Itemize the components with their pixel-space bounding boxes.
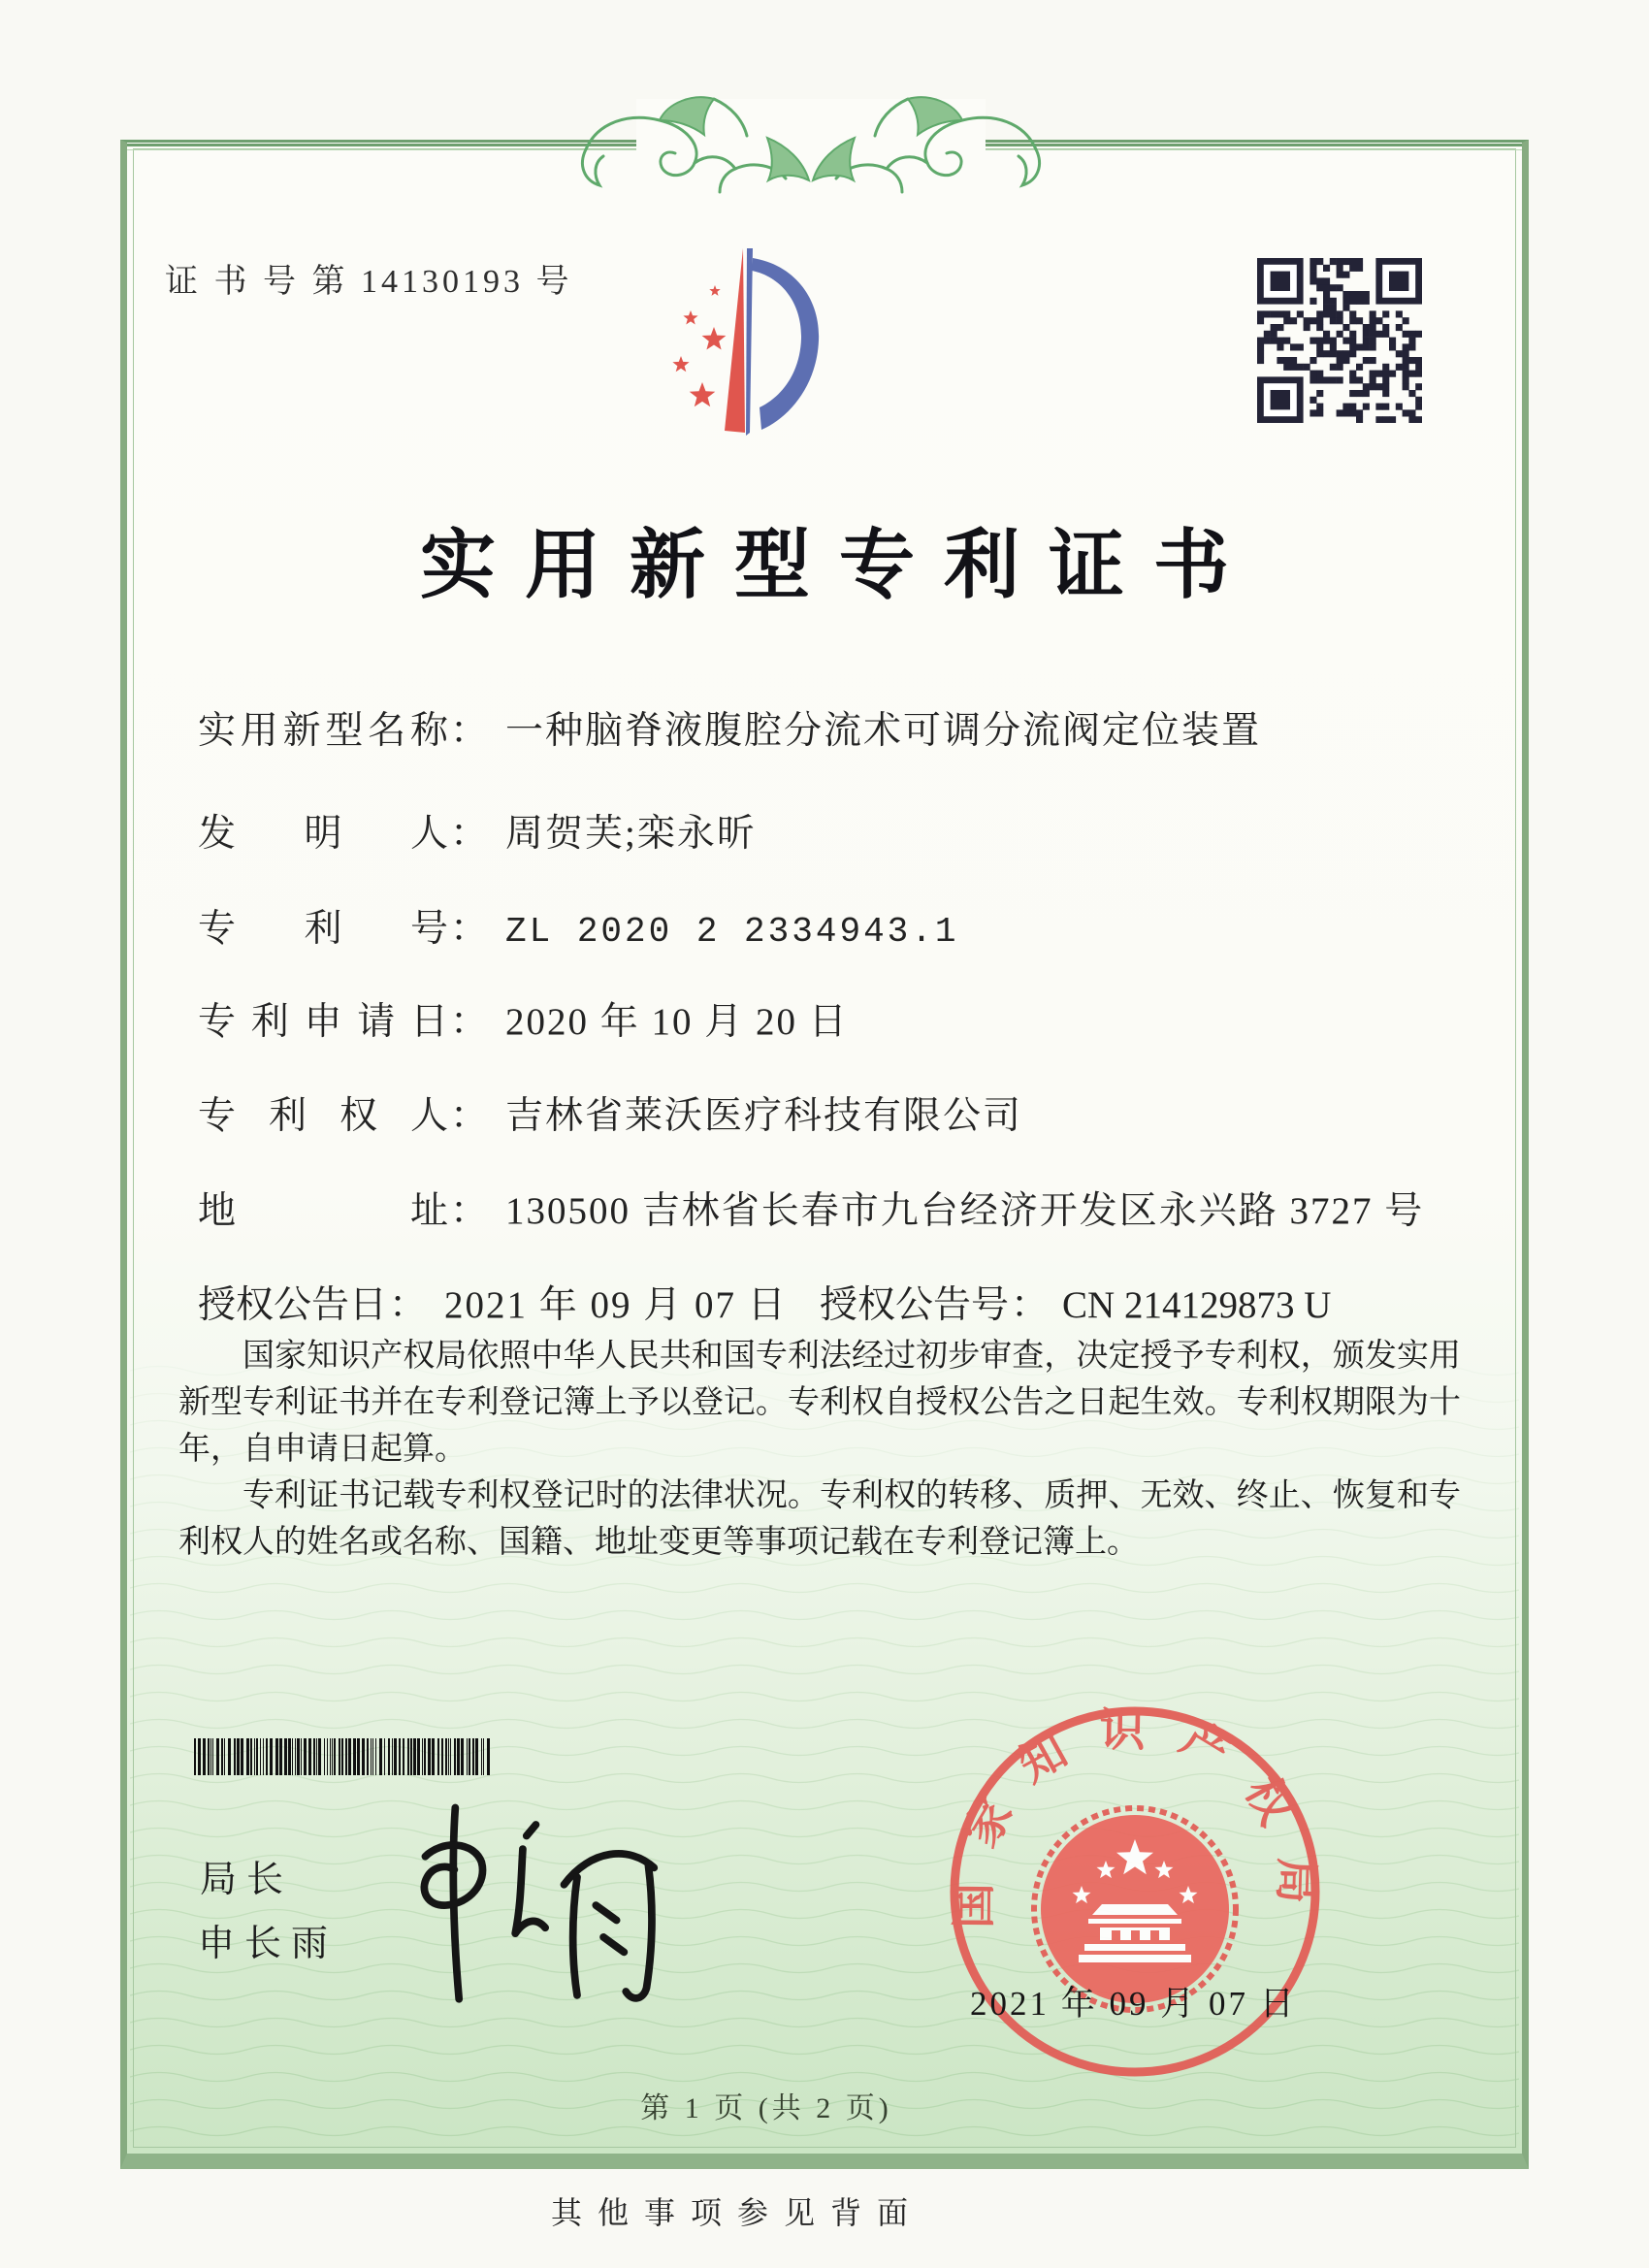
seal-text: 国家知识产权局 (949, 1705, 1322, 1935)
field-colon: ： (450, 1190, 489, 1232)
commissioner-name: 申长雨 (198, 1924, 339, 1964)
field-row-patentee (198, 1085, 1022, 1140)
paragraph-grant-statement: 国家知识产权局依照中华人民共和国专利法经过初步审查，决定授予专利权，颁发实用新型专利证书并在专利登记簿上予以登记。专利权自授权公告之日起生效。专利权期限为十年，自申请日起算。 (178, 1339, 1461, 1467)
field-row-patent-number (198, 898, 958, 953)
field-value: ZL 2020 2 2334943.1 (505, 912, 959, 952)
field-row-grant-announcement-number (820, 1275, 1331, 1329)
field-label: 发明人 (198, 813, 448, 855)
field-label: 实用新型名称 (198, 710, 448, 752)
field-row-filing-date (198, 991, 849, 1046)
field-colon: ： (450, 710, 489, 752)
field-colon: ： (450, 1001, 489, 1043)
qr-code (1257, 258, 1422, 423)
seal-date: 2021 年 09 月 07 日 (970, 1985, 1297, 2023)
field-label: 授权公告日 (198, 1284, 388, 1326)
commissioner-title: 局长 (200, 1860, 294, 1900)
field-label: 专利号 (198, 908, 448, 950)
field-label: 专利申请日 (198, 1001, 448, 1043)
field-colon: ： (450, 1095, 489, 1137)
field-row-address (198, 1181, 1424, 1235)
field-label: 专利权人 (198, 1095, 448, 1137)
barcode (194, 1738, 491, 1775)
back-note: 其他事项参见背面 (550, 2195, 923, 2230)
field-row-inventors (198, 803, 757, 858)
field-label: 地址 (198, 1190, 448, 1232)
field-row-utility-model-name (198, 700, 1261, 755)
certificate-title: 实用新型专利证书 (419, 523, 1258, 607)
field-colon: ： (450, 813, 489, 855)
paragraph-register-statement: 专利证书记载专利权登记时的法律状况。专利权的转移、质押、无效、终止、恢复和专利权人的姓名或名称、国籍、地址变更等事项记载在专利登记簿上。 (178, 1478, 1461, 1560)
page-number: 第 1 页 (共 2 页) (640, 2092, 892, 2124)
field-value: 2021 年 09 月 07 日 (444, 1284, 788, 1326)
field-colon: ： (450, 908, 489, 950)
certificate-number: 证 书 号 第 14130193 号 (165, 264, 573, 300)
handwritten-signature-icon (380, 1795, 662, 2020)
legal-text-block (178, 1333, 1461, 1566)
official-red-seal-icon (929, 1690, 1341, 2097)
floral-flourish-icon (568, 89, 1053, 206)
field-value: 130500 吉林省长春市九台经济开发区永兴路 3727 号 (505, 1190, 1425, 1232)
field-value: 吉林省莱沃医疗科技有限公司 (505, 1095, 1023, 1137)
field-row-grant-date (198, 1275, 788, 1329)
field-value: 周贺芙;栾永昕 (505, 813, 757, 855)
logo-stars (672, 285, 726, 406)
field-value: 一种脑脊液腹腔分流术可调分流阀定位装置 (505, 710, 1262, 752)
field-value: CN 214129873 U (1062, 1284, 1332, 1326)
field-label: 授权公告号 (820, 1284, 1010, 1326)
field-colon: ： (389, 1284, 428, 1326)
field-colon: ： (1011, 1284, 1050, 1326)
field-value: 2020 年 10 月 20 日 (505, 1001, 849, 1043)
cnipa-logo-icon (671, 244, 826, 443)
